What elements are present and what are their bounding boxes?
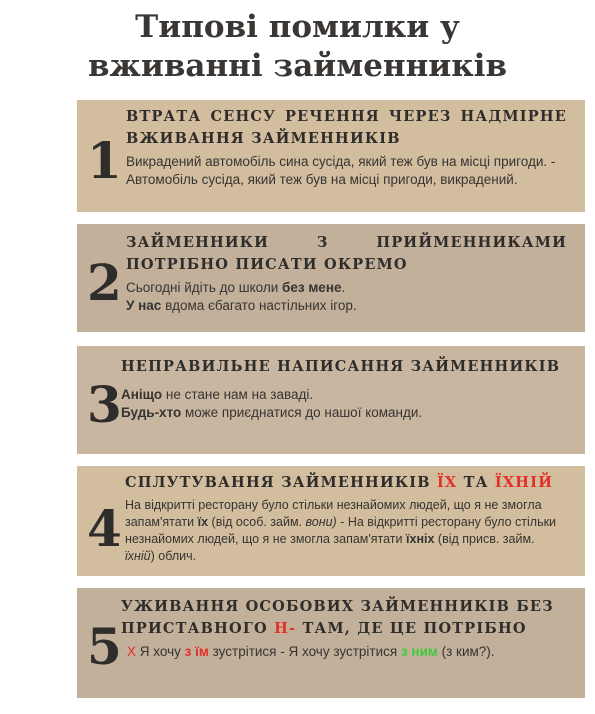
- card-example: Викрадений автомобіль сина сусіда, який теж був на місці пригоди. - Автомобіль сусіда, який теж був на місці пригоди, викрадений.: [126, 154, 556, 187]
- italic-pronoun: їхній: [125, 549, 151, 563]
- title-line-1: Типові помилки у: [135, 9, 460, 45]
- heading-red-word: ЇХ: [436, 474, 458, 491]
- heading-line: УЖИВАННЯ ОСОБОВИХ ЗАЙМЕННИКІВ БЕЗ: [121, 598, 554, 615]
- card-number: 5: [87, 617, 122, 676]
- example-line-1: [121, 386, 567, 404]
- card-number: 3: [87, 375, 122, 434]
- card-heading: [121, 596, 567, 640]
- heading-word: ЗАЙМЕННИКИ: [126, 234, 270, 251]
- highlighted-pronoun: Будь-хто: [121, 405, 182, 420]
- card-heading: НЕПРАВИЛЬНЕ НАПИСАННЯ ЗАЙМЕННИКІВ: [121, 358, 561, 375]
- example-text: На відкритті ресторану було стільки незнайомих людей, що я не змогла запам'ятати: [125, 498, 542, 529]
- highlighted-pronoun: У нас: [126, 298, 162, 313]
- correct-pronoun: з ним: [400, 644, 438, 659]
- error-card-3: [77, 346, 585, 454]
- error-card-2: [77, 224, 585, 332]
- card-example: [121, 386, 567, 422]
- card-heading: [126, 232, 567, 276]
- heading-text: ТАМ, ДЕ ЦЕ ПОТРІБНО: [296, 620, 527, 637]
- example-line-2: [121, 404, 567, 422]
- error-card-4: [77, 466, 585, 576]
- example-line-2: [126, 297, 567, 315]
- example-text: Я хочу: [136, 644, 185, 659]
- card-number: 2: [87, 253, 122, 312]
- example-text: (від присв. займ.: [434, 532, 535, 546]
- example-text: - На відкритті ресторану було стільки незнайомих людей, що я не змогла запам'ятати: [125, 515, 557, 546]
- card-heading: ВТРАТА СЕНСУ РЕЧЕННЯ ЧЕРЕЗ НАДМІРНЕ ВЖИВАННЯ ЗАЙМЕННИКІВ: [126, 108, 567, 147]
- card-example: [121, 643, 567, 661]
- title-line-2: вживанні займенників: [88, 48, 507, 84]
- heading-word: ПРИЙМЕННИКАМИ: [376, 234, 567, 251]
- heading-text: СПЛУТУВАННЯ ЗАЙМЕННИКІВ: [125, 474, 437, 491]
- example-text: зустрітися - Я хочу зустрітися: [208, 644, 401, 659]
- error-card-1: [77, 100, 585, 212]
- example-text: (з ким?).: [437, 644, 495, 659]
- example-text: Сьогодні йдіть до школи: [126, 280, 283, 295]
- example-text: ) облич.: [150, 549, 197, 563]
- example-text: не стане нам на заваді.: [162, 387, 314, 402]
- example-text: вдома єбагато настільних ігор.: [161, 298, 357, 313]
- card-heading: [125, 472, 567, 494]
- example-text: .: [341, 280, 346, 295]
- example-text: може приєднатися до нашої команди.: [181, 405, 423, 420]
- example-line-1: [126, 279, 567, 297]
- italic-pronoun: вони): [305, 515, 337, 529]
- highlighted-pronoun: їх: [197, 515, 209, 529]
- highlighted-pronoun: без мене: [282, 280, 342, 295]
- example-text: (від особ. займ.: [208, 515, 306, 529]
- highlighted-pronoun: Аніщо: [121, 387, 163, 402]
- card-example: [125, 497, 567, 565]
- wrong-pronoun: з їм: [184, 644, 209, 659]
- heading-line: [121, 618, 567, 640]
- heading-line: ПОТРІБНО ПИСАТИ ОКРЕМО: [126, 256, 408, 273]
- card-number: 1: [87, 131, 122, 190]
- card-number: 4: [87, 499, 122, 558]
- heading-word: З: [316, 234, 329, 251]
- cross-mark-icon: X: [127, 644, 137, 659]
- card-example: [126, 279, 567, 315]
- heading-red-word: Н-: [274, 620, 297, 637]
- heading-text: ПРИСТАВНОГО: [121, 620, 275, 637]
- error-card-5: [77, 588, 585, 698]
- heading-red-word: ЇХНІЙ: [494, 474, 554, 491]
- heading-text: ТА: [457, 474, 495, 491]
- highlighted-pronoun: їхніх: [405, 532, 435, 546]
- page-title: [0, 8, 595, 86]
